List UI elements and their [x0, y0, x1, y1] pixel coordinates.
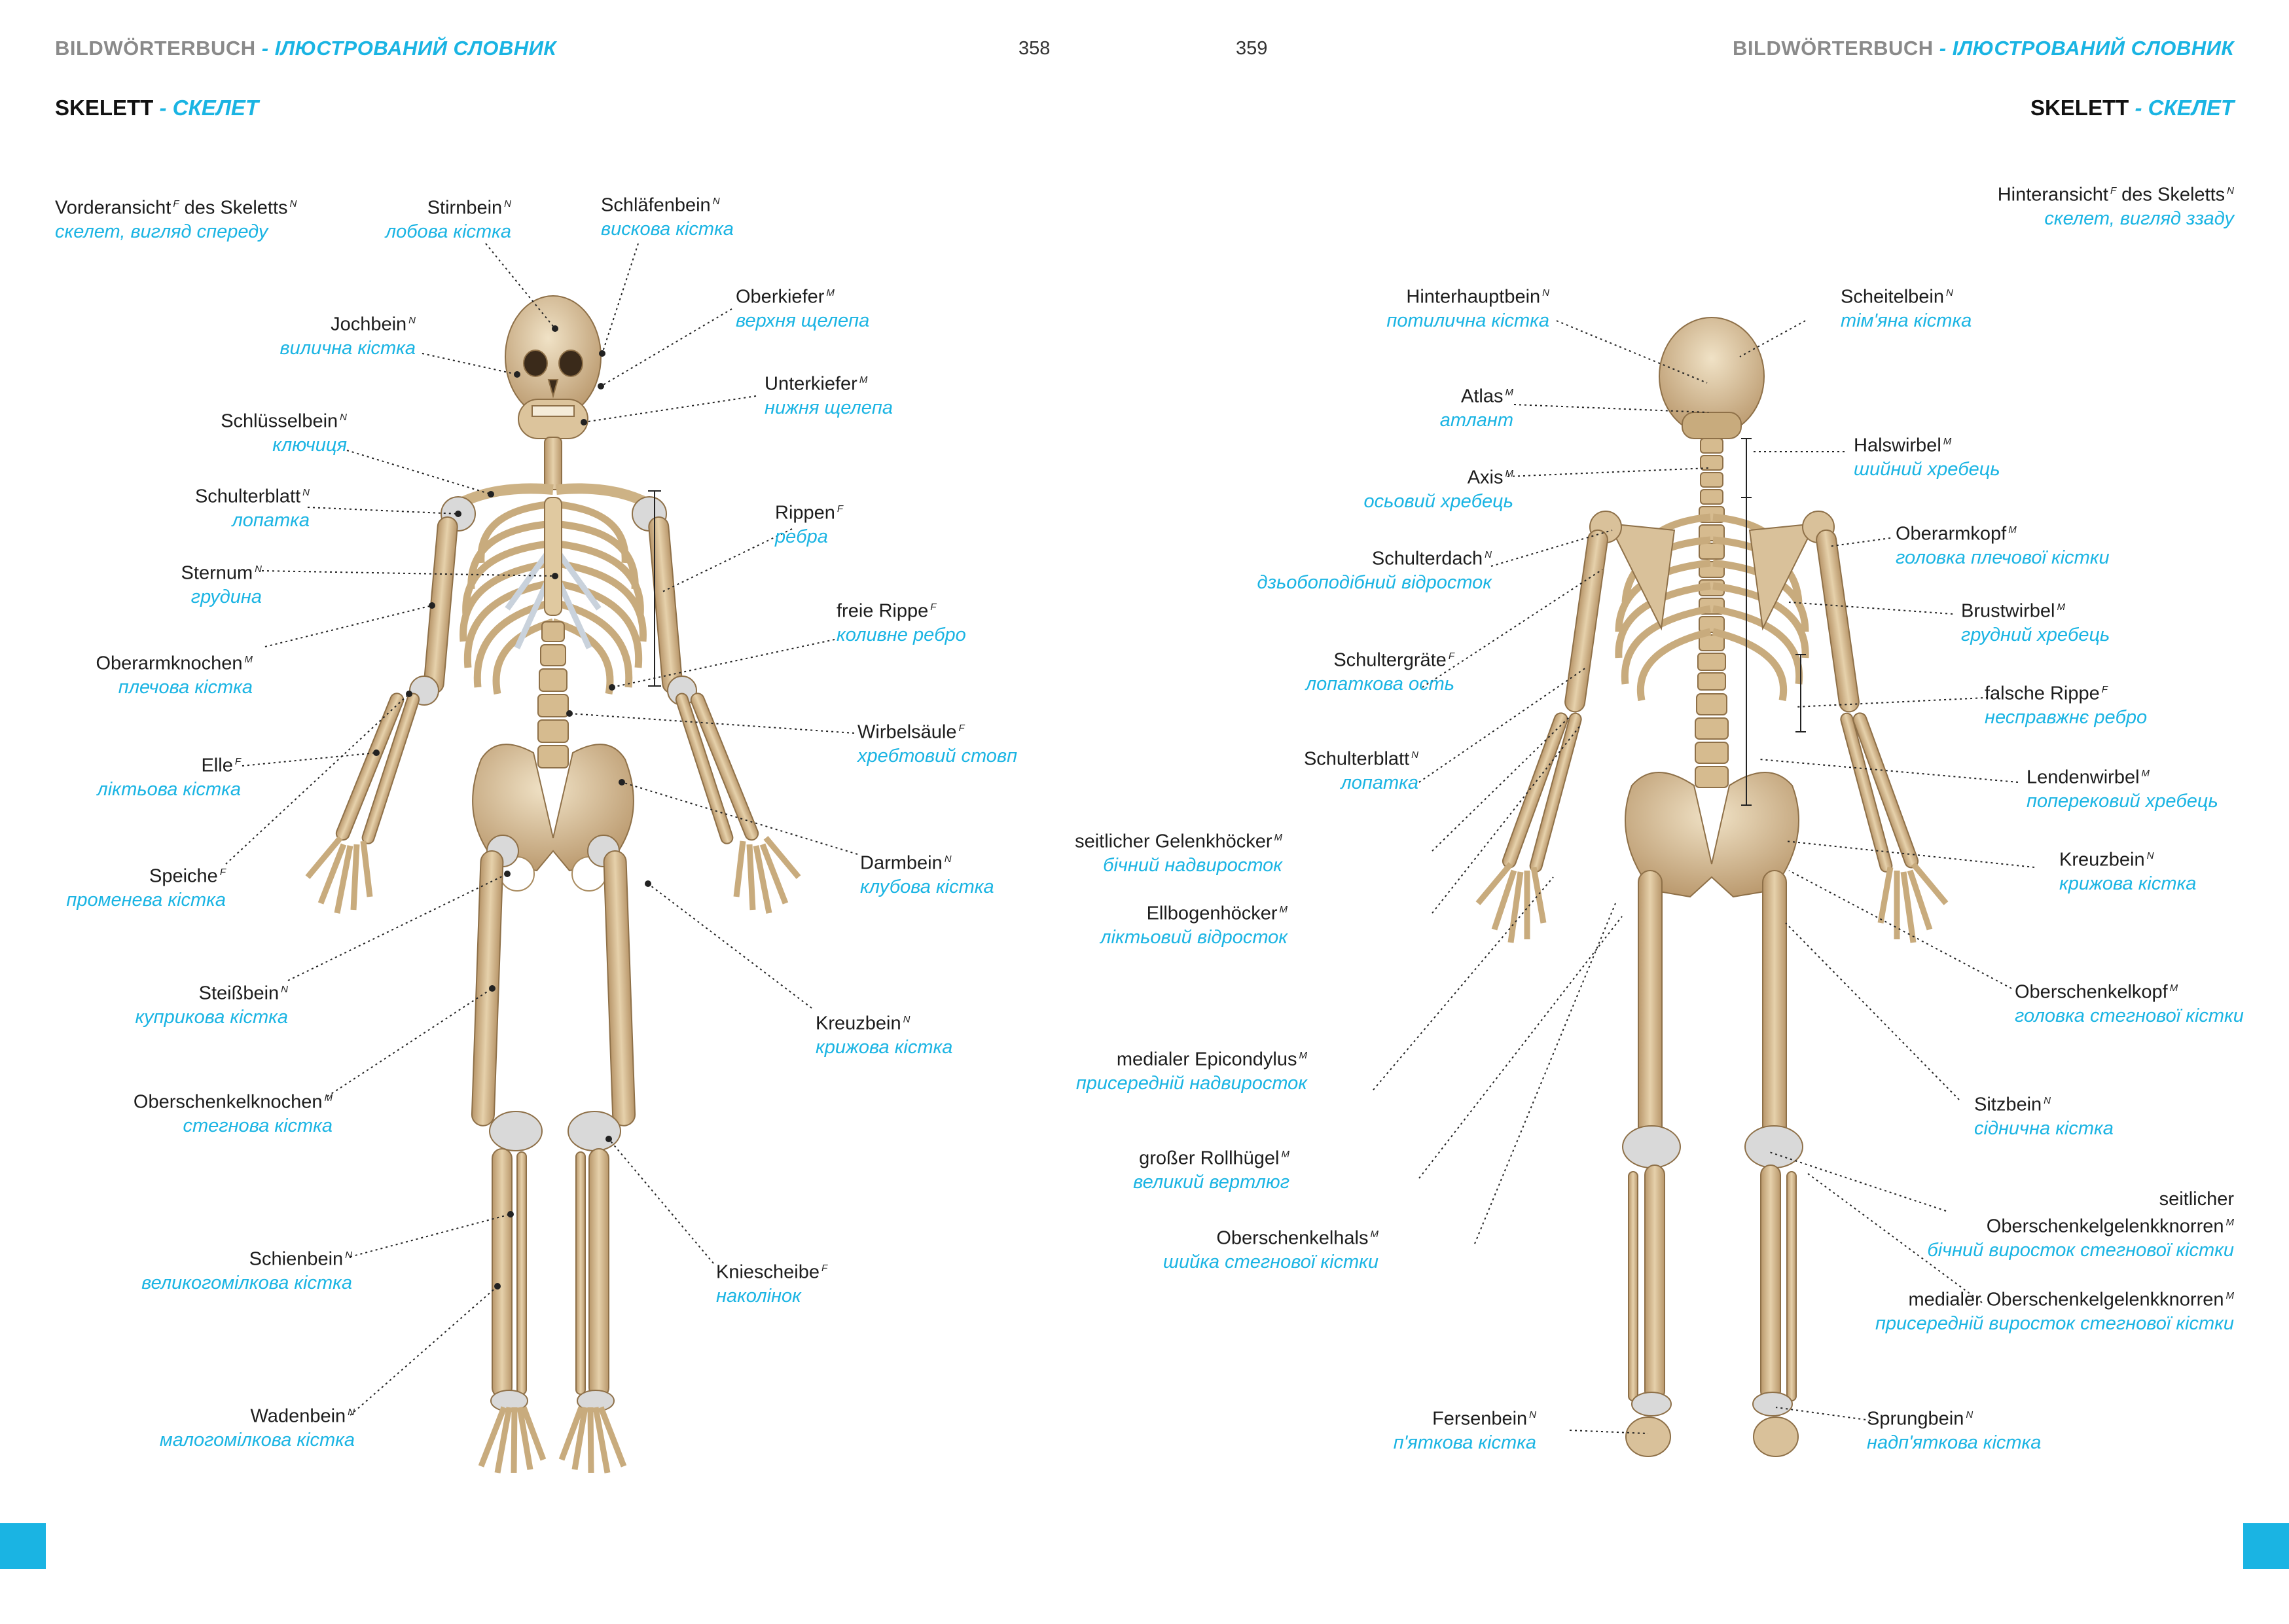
- label-kreuzbein-back: Kreuzbein $^N$ крижова кістка: [2059, 849, 2197, 894]
- page-number-left: 358: [1018, 38, 1051, 59]
- label-brustwirbel: Brustwirbel $^M$ грудний хребець: [1961, 600, 2110, 645]
- label-hinterhauptbein: Hinterhauptbein $^N$ потилична кістка: [1386, 286, 1549, 331]
- label-sitzbein: Sitzbein $^N$ сіднична кістка: [1974, 1094, 2114, 1139]
- label-oberarmknochen: Oberarmknochen $^M$ плечова кістка: [96, 653, 253, 698]
- label-grosser-rollhuegel: großer Rollhügel $^M$ великий вертлюг: [1133, 1147, 1289, 1193]
- label-medialer-epicondylus: medialer Epicondylus $^M$ присередній надвиросток: [1075, 1049, 1307, 1094]
- view-title-front: [55, 192, 297, 244]
- label-wadenbein: Wadenbein $^N$ малогомілкова кістка: [159, 1405, 355, 1451]
- page-number-right: 359: [1236, 38, 1268, 59]
- label-wirbelsaeule: Wirbelsäule $^F$ хребтовий стовп: [857, 721, 1018, 767]
- label-oberschenkelkopf: Oberschenkelkopf $^M$ головка стегнової кістки: [2015, 981, 2244, 1026]
- label-oberschenkelknochen: Oberschenkelknochen $^M$ стегнова кістка: [133, 1091, 333, 1136]
- label-ellbogenhoecker: Ellbogenhöcker $^M$ ліктьовий відросток: [1100, 903, 1288, 948]
- label-lendenwirbel: Lendenwirbel $^M$ поперековий хребець: [2027, 767, 2218, 812]
- header-title-de: BILDWÖRTERBUCH: [1733, 37, 1934, 60]
- label-freie-rippe: freie Rippe $^F$ коливне ребро: [837, 600, 966, 645]
- section-title-de: SKELETT: [2030, 96, 2129, 120]
- label-seitlicher-gelenkhoecker: seitlicher Gelenkhöcker $^M$ бічний надвиросток: [1075, 831, 1282, 876]
- label-elle: Elle $^F$ ліктьова кістка: [97, 755, 241, 800]
- label-schulterblatt-back: Schulterblatt $^N$ лопатка: [1303, 748, 1418, 793]
- view-title-back: [1998, 179, 2234, 230]
- label-sprungbein: Sprungbein $^N$ надп'яткова кістка: [1867, 1408, 2042, 1453]
- view-title-front-uk: скелет, вигляд спереду: [55, 221, 268, 242]
- label-oberarmkopf: Oberarmkopf $^M$ головка плечової кістки: [1896, 523, 2110, 568]
- view-title-back-uk: скелет, вигляд ззаду: [2044, 208, 2234, 229]
- section-separator: -: [2129, 96, 2148, 120]
- label-halswirbel: Halswirbel $^M$ шийний хребець: [1854, 435, 2000, 480]
- header-title-uk: ІЛЮСТРОВАНИЙ СЛОВНИК: [274, 37, 556, 60]
- front-skeleton-illustration: [0, 0, 1144, 1624]
- label-unterkiefer: Unterkiefer $^M$ нижня щелепа: [765, 373, 893, 418]
- label-speiche: Speiche $^F$ променева кістка: [66, 865, 226, 911]
- label-kniescheibe: Kniescheibe $^F$ наколінок: [716, 1261, 828, 1307]
- view-title-front-de: Vorderansicht $^F$ des Skeletts $^N$: [55, 197, 297, 219]
- label-fersenbein: Fersenbein $^N$ п'яткова кістка: [1393, 1408, 1536, 1453]
- label-kreuzbein-front: Kreuzbein $^N$ крижова кістка: [816, 1013, 953, 1058]
- section-separator: -: [153, 96, 173, 120]
- label-oberschenkelhals: Oberschenkelhals $^M$ шийка стегнової кістки: [1163, 1227, 1379, 1272]
- label-schluesselbein: Schlüsselbein $^N$ ключиця: [221, 410, 347, 456]
- label-seitlicher-oberschenkelgelenkknorren: seitlicher Oberschenkelgelenkknorren $^M$ бічний виросток стегнової кістки: [1927, 1189, 2234, 1261]
- label-medialer-oberschenkelgelenkknorren: medialer Oberschenkelgelenkknorren $^M$ присередній виросток стегнової кістки: [1875, 1289, 2234, 1334]
- label-schlaefenbein: Schläfenbein $^N$ вискова кістка: [601, 194, 734, 240]
- label-schulterdach: Schulterdach $^N$ дзьобоподібний відросток: [1257, 548, 1492, 593]
- label-axis: Axis $^M$ осьовий хребець: [1363, 467, 1513, 512]
- label-stirnbein: Stirnbein $^N$ лобова кістка: [385, 197, 511, 242]
- label-jochbein: Jochbein $^N$ вилична кістка: [279, 314, 416, 359]
- section-title-uk: СКЕЛЕТ: [2148, 96, 2234, 120]
- label-sternum: Sternum $^N$ грудина: [181, 562, 262, 607]
- section-title-de: SKELETT: [55, 96, 154, 120]
- label-darmbein: Darmbein $^N$ клубова кістка: [860, 852, 994, 897]
- header-separator: -: [1933, 37, 1953, 60]
- label-steissbein: Steißbein $^N$ куприкова кістка: [135, 983, 288, 1028]
- label-atlas: Atlas $^M$ атлант: [1439, 386, 1513, 431]
- section-title-uk: СКЕЛЕТ: [172, 96, 259, 120]
- header-title-uk: ІЛЮСТРОВАНИЙ СЛОВНИК: [1952, 37, 2234, 60]
- header-title-de: BILDWÖRTERBUCH: [55, 37, 256, 60]
- label-schulterblatt-front: Schulterblatt $^N$ лопатка: [194, 486, 310, 531]
- label-falsche-rippe: falsche Rippe $^F$ несправжнє ребро: [1985, 683, 2148, 728]
- view-title-back-de: Hinteransicht $^F$ des Skeletts $^N$: [1997, 184, 2234, 206]
- left-page: [0, 0, 1144, 1624]
- label-scheitelbein: Scheitelbein $^N$ тім'яна кістка: [1841, 286, 1972, 331]
- header-separator: -: [255, 37, 275, 60]
- label-rippen: Rippen $^F$ ребра: [775, 502, 844, 547]
- right-page: [1075, 0, 2289, 1624]
- label-schultergraete: Schultergräte $^F$ лопаткова ость: [1305, 649, 1454, 695]
- label-schienbein: Schienbein $^N$ великогомілкова кістка: [141, 1248, 352, 1293]
- label-oberkiefer: Oberkiefer $^M$ верхня щелепа: [736, 286, 870, 331]
